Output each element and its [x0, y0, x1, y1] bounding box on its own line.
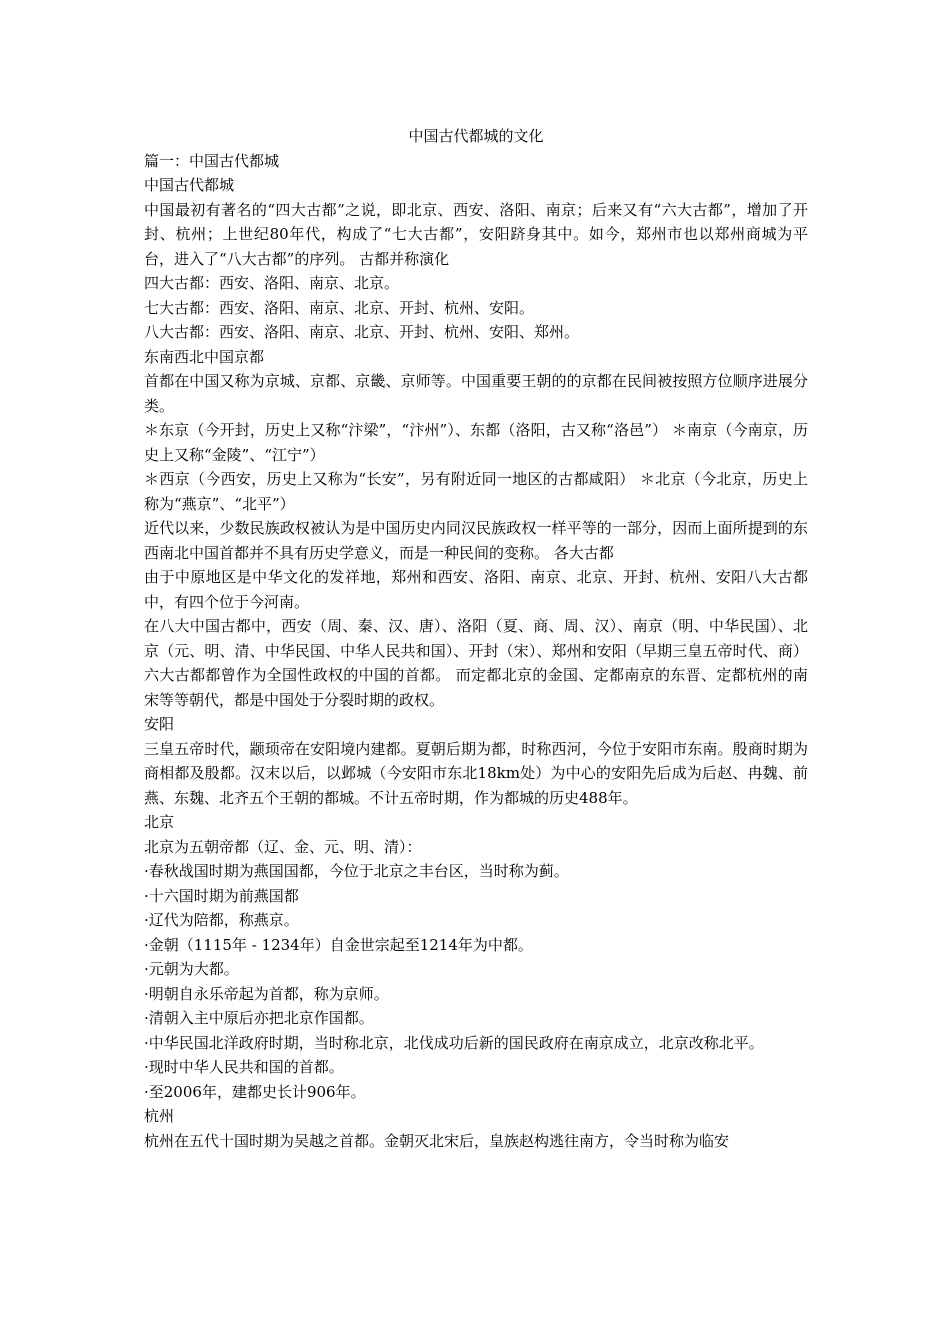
paragraph: 在八大中国古都中，西安（周、秦、汉、唐）、洛阳（夏、商、周、汉）、南京（明、中华民国）、北京（元、明、清、中华民国、中华人民共和国）、开封（宋）、郑州和安阳（早期三皇五帝时代、商）六大古都都曾作为全国性政权的中国的首都。 而定都北京的金国、定都南京的东晋、定都杭州的南宋等等朝代，都是中国处于分裂时期的政权。 — [144, 617, 808, 709]
paragraph: 四大古都：西安、洛阳、南京、北京。 — [144, 274, 400, 292]
list-item: ·春秋战国时期为燕国国都，今位于北京之丰台区，当时称为蓟。 — [144, 862, 569, 880]
paragraph: 安阳 — [144, 715, 175, 733]
list-item: ·现时中华人民共和国的首都。 — [144, 1058, 344, 1076]
paragraph: 北京 — [144, 813, 175, 831]
document-title: 中国古代都城的文化 — [408, 127, 544, 145]
paragraph: ＊西京（今西安，历史上又称为“长安”，另有附近同一地区的古都咸阳） ＊北京（今北京，历史上称为“燕京”、“北平”） — [144, 470, 808, 513]
list-item: ·元朝为大都。 — [144, 960, 239, 978]
paragraph: 北京为五朝帝都（辽、金、元、明、清）： — [144, 837, 422, 856]
paragraph: 杭州在五代十国时期为吴越之首都。金朝灭北宋后，皇族赵构逃往南方，令当时称为临安 — [144, 1131, 730, 1150]
list-item: ·清朝入主中原后亦把北京作国都。 — [144, 1009, 374, 1027]
paragraph: 首都在中国又称为京城、京都、京畿、京师等。中国重要王朝的的京都在民间被按照方位顺序进展分类。 — [144, 372, 808, 415]
paragraph: 中国古代都城 — [144, 176, 235, 194]
list-item: ·十六国时期为前燕国都 — [144, 886, 299, 905]
paragraph: 中国最初有著名的“四大古都”之说，即北京、西安、洛阳、南京；后来又有“六大古都”，增加了开封、杭州；上世纪80年代，构成了“七大古都”，安阳跻身其中。如今，郑州市也以郑州商城为平台，进入了“八大古都”的序列。 古都并称演化 — [144, 200, 808, 268]
paragraph: 七大古都：西安、洛阳、南京、北京、开封、杭州、安阳。 — [144, 298, 535, 317]
paragraph: 篇一：中国古代都城 — [144, 151, 280, 170]
paragraph: 东南西北中国京都 — [144, 347, 265, 366]
paragraph: 八大古都：西安、洛阳、南京、北京、开封、杭州、安阳、郑州。 — [144, 323, 580, 341]
paragraph: 三皇五帝时代，颛顼帝在安阳境内建都。夏朝后期为都，时称西河，今位于安阳市东南。殷商时期为商相都及殷都。汉末以后，以邺城（今安阳市东北18km处）为中心的安阳先后成为后赵、冉魏、前燕、东魏、北齐五个王朝的都城。不计五帝时期，作为都城的历史488年。 — [144, 739, 808, 807]
paragraph: 近代以来，少数民族政权被认为是中国历史内同汉民族政权一样平等的一部分，因而上面所提到的东西南北中国首都并不具有历史学意义，而是一种民间的变称。 各大古都 — [144, 519, 808, 562]
paragraph: 由于中原地区是中华文化的发祥地，郑州和西安、洛阳、南京、北京、开封、杭州、安阳八大古都中，有四个位于今河南。 — [144, 568, 808, 611]
list-item: ·中华民国北洋政府时期，当时称北京，北伐成功后新的国民政府在南京成立，北京改称北平。 — [144, 1033, 764, 1052]
list-item: ·金朝（1115年 - 1234年）自金世宗起至1214年为中都。 — [144, 935, 533, 954]
list-item: ·辽代为陪都，称燕京。 — [144, 911, 299, 929]
paragraph: 杭州 — [144, 1107, 175, 1125]
paragraph: ＊东京（今开封，历史上又称“汴梁”，“汴州”）、东都（洛阳，古又称“洛邑”） ＊南京（今南京，历史上又称“金陵”、“江宁”） — [144, 421, 808, 464]
document-page — [144, 124, 808, 1153]
list-item: ·明朝自永乐帝起为首都，称为京师。 — [144, 984, 389, 1003]
list-item: ·至2006年，建都史长计906年。 — [144, 1082, 366, 1101]
